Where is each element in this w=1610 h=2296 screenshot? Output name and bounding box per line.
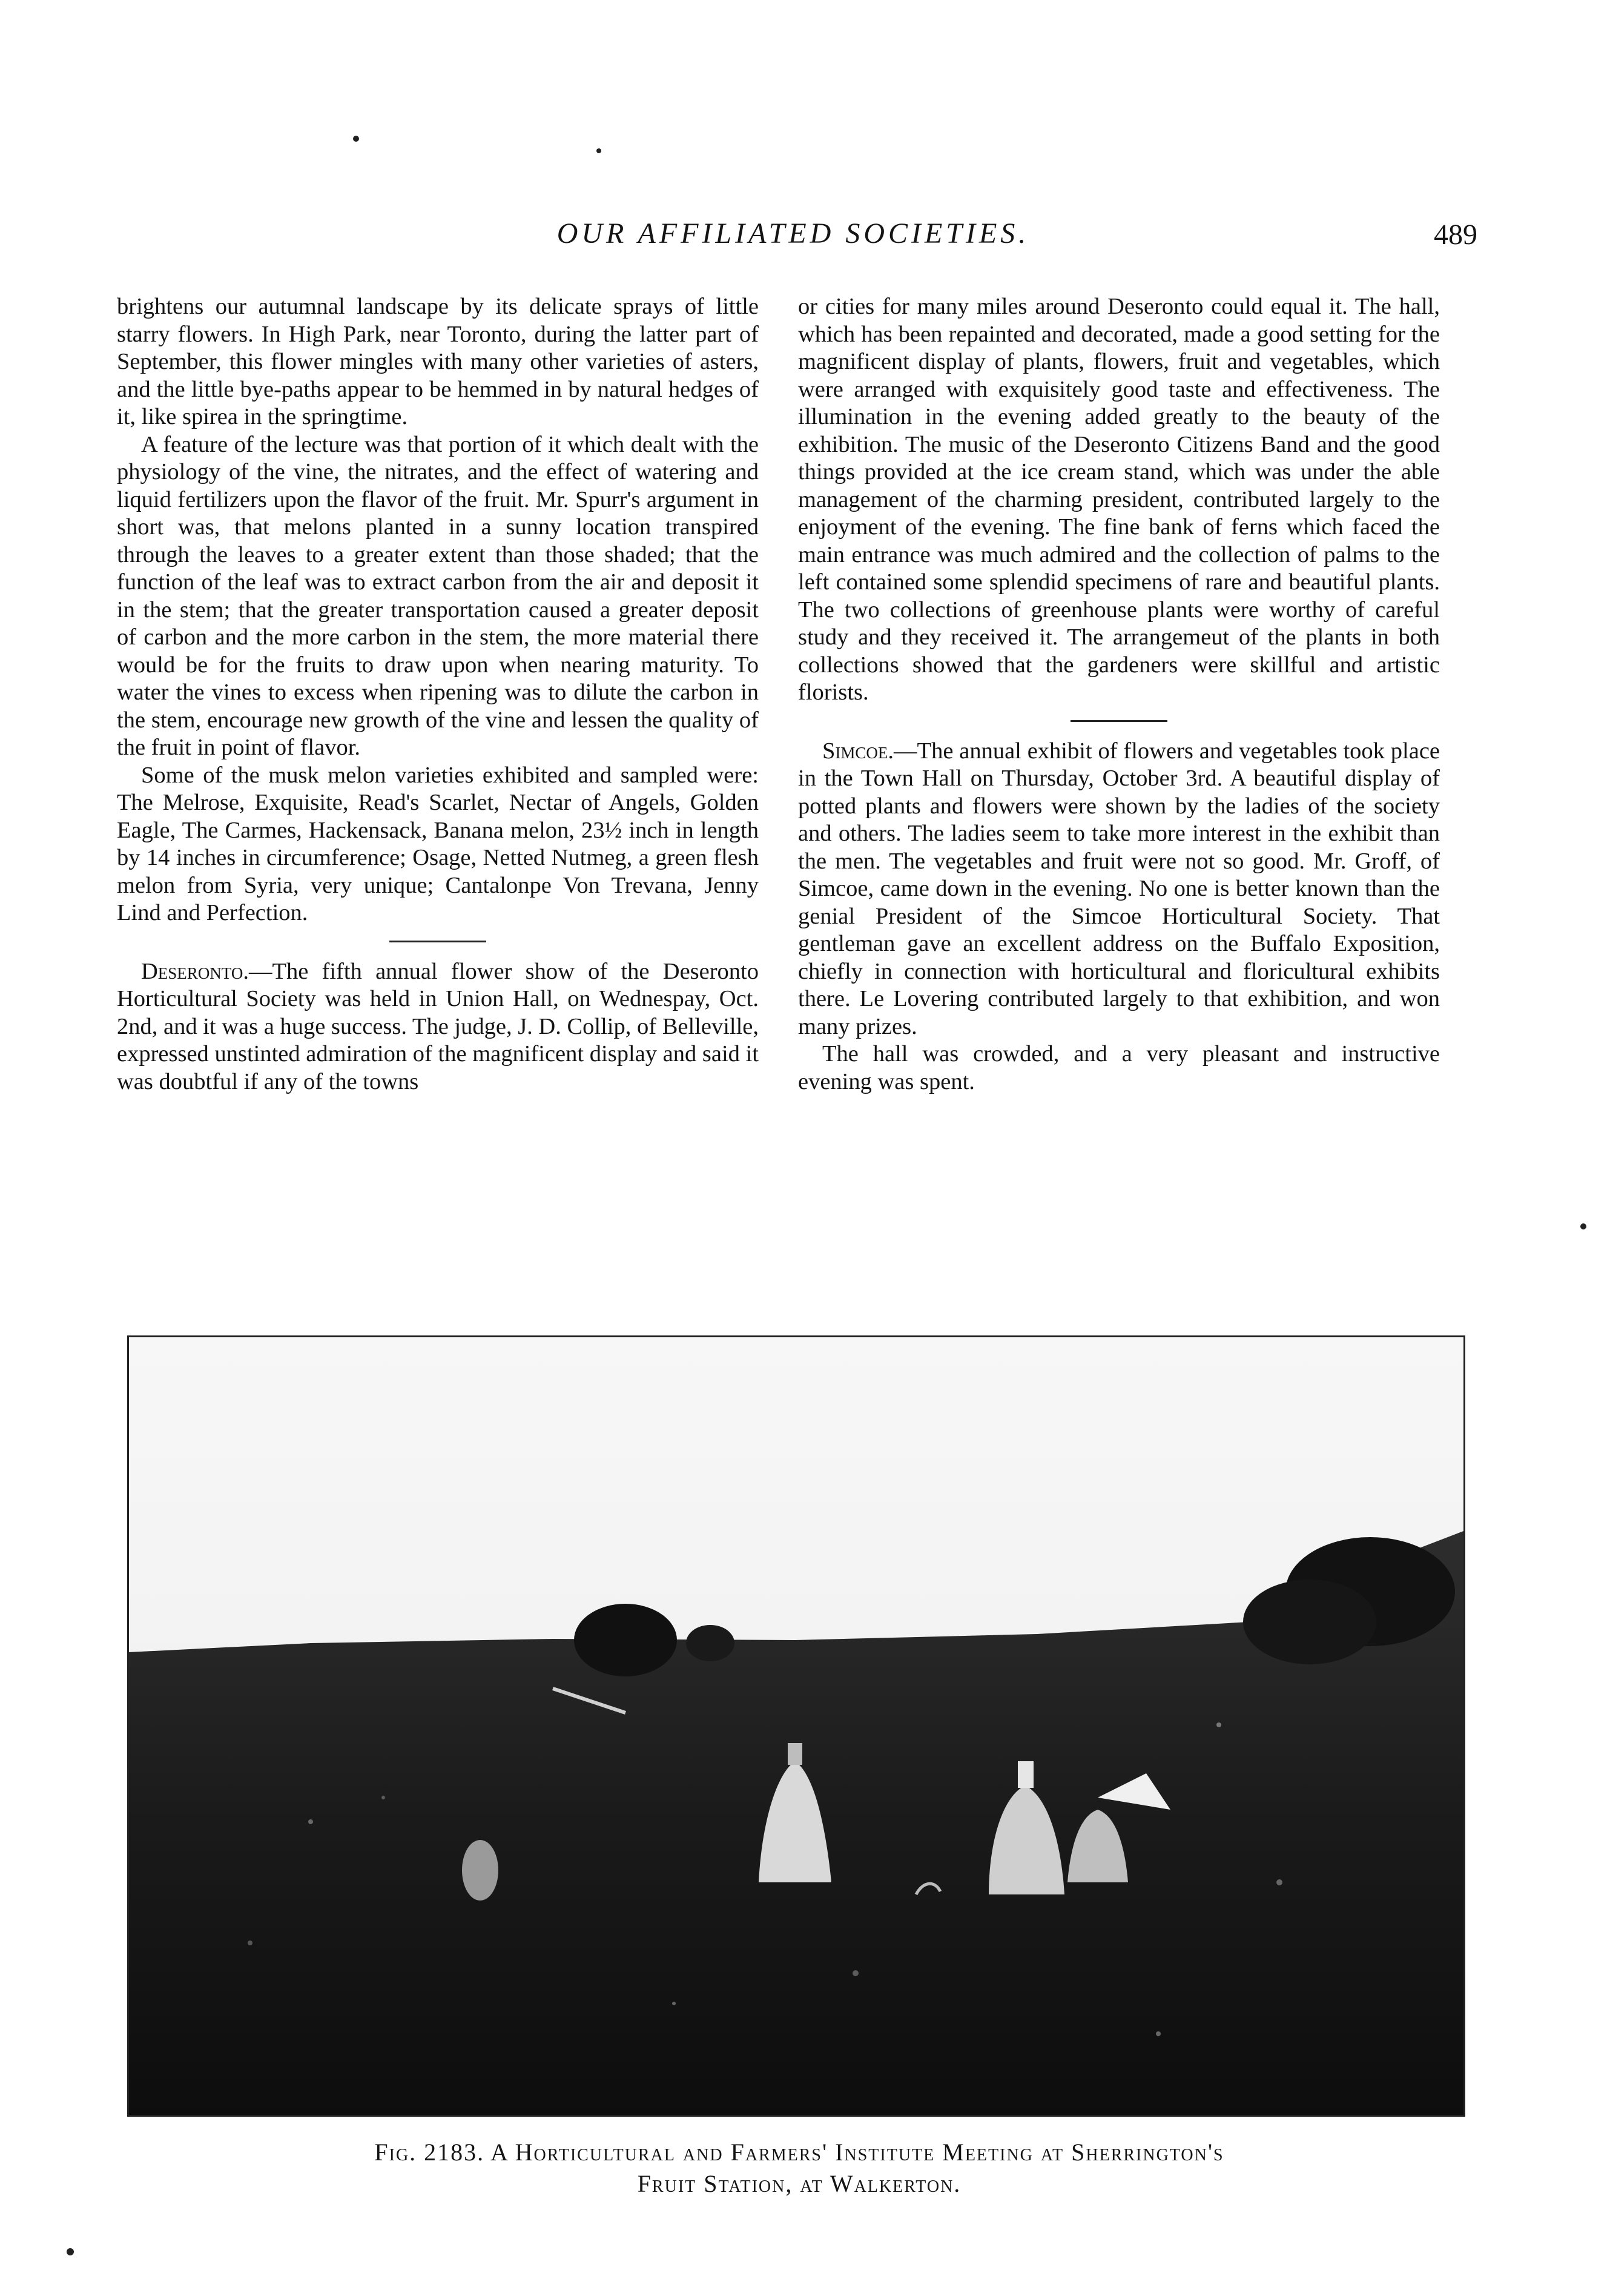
simcoe-text: —The annual exhibit of flowers and vegetables took place in the Town Hall on Thursday, October 3rd. A beautiful display of potted plants and flowers were shown by the ladies of the society and others. The ladies seem to take more interest in the exhibit than the men. The vegetables and fruit were not so good. Mr. Groff, of Simcoe, came down in the evening. No one is better known than the genial President of the Simcoe Horticultural Society. That gentleman gave an excellent address on the Buffalo Exposition, chiefly in connection with horticultural and floricultural exhibits there. Le Lovering contributed largely to that exhibition, and won many prizes. <box>798 738 1440 1039</box>
field-photo-illustration <box>129 1337 1463 2115</box>
print-speck <box>353 136 359 142</box>
paragraph-simcoe <box>798 738 1440 1041</box>
paragraph-deseronto <box>117 958 759 1096</box>
page-number: 489 <box>1434 219 1477 251</box>
right-column <box>798 293 1440 1096</box>
running-title: OUR AFFILIATED SOCIETIES. <box>556 217 1030 250</box>
deseronto-heading: Deseronto. <box>141 958 249 984</box>
section-divider <box>1071 720 1167 722</box>
paragraph-lecture: A feature of the lecture was that portion of it which dealt with the physiology of the vine, the nitrates, and the effect of watering and liquid fertilizers upon the flavor of the fruit. Mr. Spurr's argument in short was, that melons planted in a sunny location transpired through the leaves to a greater extent than those shaded; that the function of the leaf was to extract carbon from the air and deposit it in the stem; that the greater transportation caused a greater deposit of carbon and the more carbon in the stem, the more material there would be for the fruits to draw upon when nearing maturity. To water the vines to excess when ripening was to dilute the carbon in the stem, encourage new growth of the vine and lessen the quality of the fruit in point of flavor. <box>117 431 759 760</box>
paragraph-deseronto-continued: or cities for many miles around Deseronto could equal it. The hall, which has been repainted and decorated, made a good setting for the magnificent display of plants, flowers, fruit and vegetables, which were arranged with exquisitely good taste and effectiveness. The illumination in the evening added greatly to the beauty of the exhibition. The music of the Deseronto Citizens Band and the good things provided at the ice cream stand, which was under the able management of the charming president, contributed largely to the enjoyment of the evening. The fine bank of ferns which faced the main entrance was much admired and the collection of palms to the left contained some splendid specimens of rare and beautiful plants. The two collections of greenhouse plants were worthy of careful study and they received it. The arrangemeut of the plants in both collections showed that the gardeners were skillful and artistic florists. <box>798 294 1440 705</box>
deseronto-text: —The fifth annual flower show of the Deseronto Horticultural Society was held in Union Hall, on Wednespay, Oct. 2nd, and it was a huge success. The judge, J. D. Collip, of Belleville, expressed unstinted admiration of the magnificent display and said it was doubtful if any of the towns <box>117 958 759 1094</box>
paragraph-hall-crowded: The hall was crowded, and a very pleasant and instructive evening was spent. <box>798 1041 1440 1094</box>
figure-caption-line2: Fruit Station, at Walkerton. <box>637 2170 962 2197</box>
print-speck <box>1580 1223 1586 1229</box>
page-header <box>109 217 1477 265</box>
paragraph-asters: brightens our autumnal landscape by its delicate sprays of little starry flowers. In High Park, near Toronto, during the latter part of September, this flower mingles with many other varieties of asters, and the little bye-paths appear to be hemmed in by natural hedges of it, like spirea in the springtime. <box>117 294 759 429</box>
print-speck <box>596 148 601 153</box>
left-column <box>117 293 759 1096</box>
simcoe-heading: Simcoe. <box>822 738 894 764</box>
print-speck <box>67 2248 74 2255</box>
figure-photograph <box>127 1335 1465 2117</box>
paragraph-melon-varieties: Some of the musk melon varieties exhibited and sampled were: The Melrose, Exquisite, Read's Scarlet, Nectar of Angels, Golden Eagle, The Carmes, Hackensack, Banana melon, 23½ inch in length by 14 inches in circumference; Osage, Netted Nutmeg, a green flesh melon from Syria, very unique; Cantalonpe Von Trevana, Jenny Lind and Perfection. <box>117 762 759 925</box>
section-divider <box>389 941 486 942</box>
figure-caption-line1: Fig. 2183. A Horticultural and Farmers' Institute Meeting at Sherrington's <box>374 2139 1224 2166</box>
